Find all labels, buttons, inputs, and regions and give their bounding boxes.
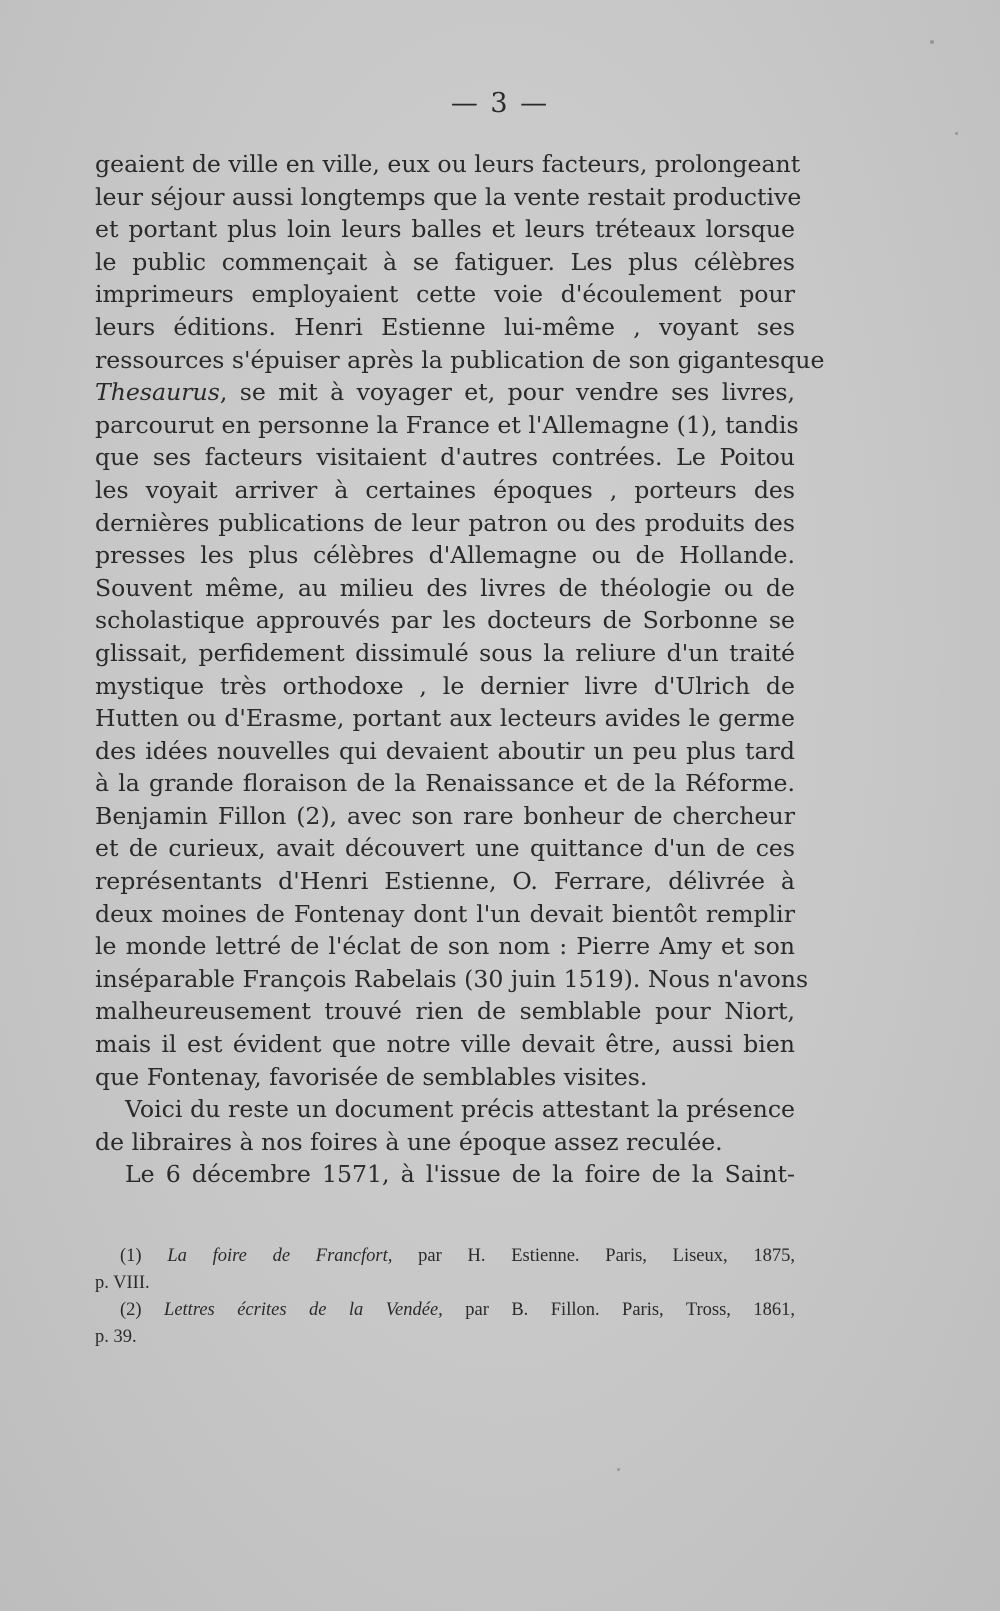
text-line: et portant plus loin leurs balles et leurs tréteaux lorsque xyxy=(95,215,795,244)
text-line: imprimeurs employaient cette voie d'écoulement pour xyxy=(95,280,795,309)
text-line: inséparable François Rabelais (30 juin 1519). Nous n'avons xyxy=(95,964,809,993)
text-line: les voyait arriver à certaines époques , porteurs des xyxy=(95,475,795,504)
footnote-2-continuation: p. 39. xyxy=(95,1327,137,1347)
text-line: de libraires à nos foires à une époque assez reculée. xyxy=(95,1127,723,1156)
footnote-2: (2) Lettres écrites de la Vendée, par B. Fillon. Paris, Tross, 1861, xyxy=(120,1300,795,1320)
text-line: scholastique approuvés par les docteurs de Sorbonne se xyxy=(95,606,795,635)
text-line: Benjamin Fillon (2), avec son rare bonheur de chercheur xyxy=(95,801,795,830)
paper-speck xyxy=(955,132,958,135)
text-line: des idées nouvelles qui devaient aboutir un peu plus tard xyxy=(95,736,795,765)
footnote-1-continuation: p. VIII. xyxy=(95,1273,150,1293)
footnote-1: (1) La foire de Francfort, par H. Estienne. Paris, Liseux, 1875, xyxy=(120,1246,795,1266)
text-line: le monde lettré de l'éclat de son nom : Pierre Amy et son xyxy=(95,932,795,961)
text-line: presses les plus célèbres d'Allemagne ou de Hollande. xyxy=(95,541,795,570)
text-line: ressources s'épuiser après la publication de son gigantesque xyxy=(95,345,825,374)
text-line: malheureusement trouvé rien de semblable pour Niort, xyxy=(95,997,795,1026)
text-line: Thesaurus, se mit à voyager et, pour vendre ses livres, xyxy=(95,378,795,407)
text-line: deux moines de Fontenay dont l'un devait bientôt remplir xyxy=(95,899,795,928)
text-line: à la grande floraison de la Renaissance et de la Réforme. xyxy=(95,769,795,798)
page-number: — 3 — xyxy=(450,88,550,119)
text-line: mais il est évident que notre ville devait être, aussi bien xyxy=(95,1030,795,1059)
footnote-title: La foire de Francfort, xyxy=(167,1246,393,1266)
text-line: représentants d'Henri Estienne, O. Ferrare, délivrée à xyxy=(95,867,795,896)
text-line: et de curieux, avait découvert une quittance d'un de ces xyxy=(95,834,795,863)
text-line: geaient de ville en ville, eux ou leurs facteurs, prolongeant xyxy=(95,150,801,178)
text-line: Voici du reste un document précis attestant la présence xyxy=(125,1095,795,1124)
text-line: parcourut en personne la France et l'Allemagne (1), tandis xyxy=(95,410,799,439)
text-line: Hutten ou d'Erasme, portant aux lecteurs avides le germe xyxy=(95,704,795,733)
text-line: Le 6 décembre 1571, à l'issue de la foire de la Saint- xyxy=(125,1160,795,1189)
text-line: leur séjour aussi longtemps que la vente restait productive xyxy=(95,182,802,211)
text-line: glissait, perfidement dissimulé sous la reliure d'un traité xyxy=(95,638,795,667)
text-line: leurs éditions. Henri Estienne lui-même , voyant ses xyxy=(95,312,795,341)
text-line: dernières publications de leur patron ou des produits des xyxy=(95,508,795,537)
italic-title: Thesaurus xyxy=(95,378,220,407)
text-line: que Fontenay, favorisée de semblables visites. xyxy=(95,1062,648,1091)
text-line: mystique très orthodoxe , le dernier livre d'Ulrich de xyxy=(95,671,795,700)
text-line: que ses facteurs visitaient d'autres contrées. Le Poitou xyxy=(95,443,795,472)
paper-speck xyxy=(617,1468,620,1471)
footnotes xyxy=(95,1243,795,1351)
footnote-title: Lettres écrites de la Vendée, xyxy=(164,1300,443,1320)
paper-speck xyxy=(930,40,934,44)
text-line: Souvent même, au milieu des livres de théologie ou de xyxy=(95,573,795,602)
body-text xyxy=(95,148,825,1191)
text-line: le public commençait à se fatiguer. Les plus célèbres xyxy=(95,247,795,276)
